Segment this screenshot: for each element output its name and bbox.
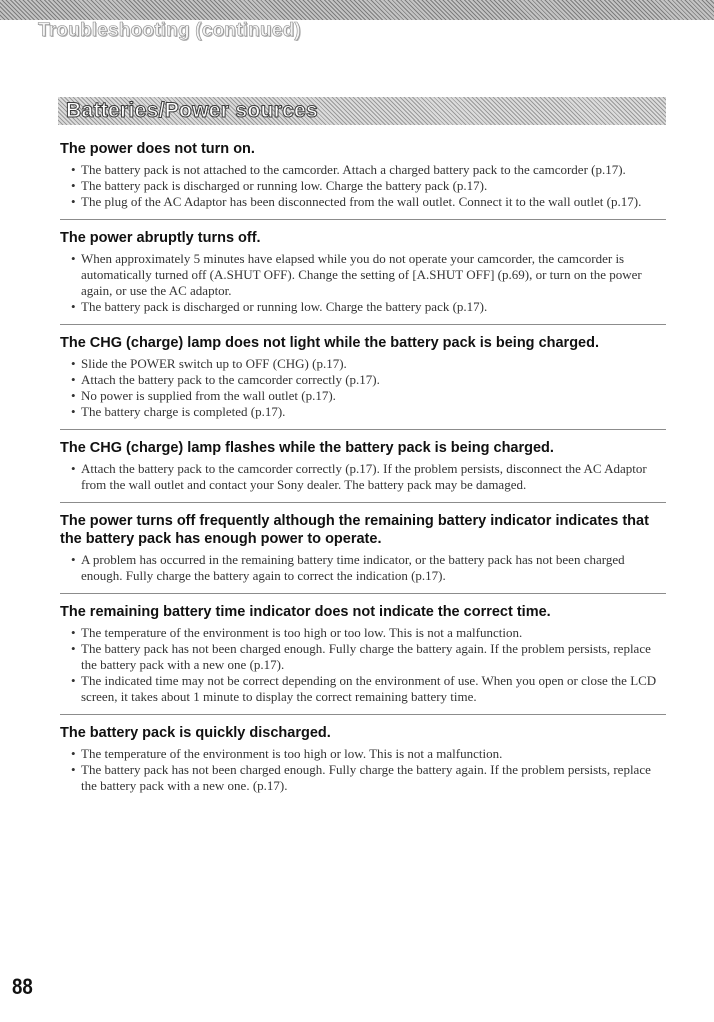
solution-bullet: • The battery pack has not been charged enough. Fully charge the battery again. If the problem persists, replace the battery pack with a new one (p.17). [71, 641, 666, 673]
troubleshooting-item [60, 219, 666, 324]
solution-list [60, 461, 666, 493]
troubleshooting-item [60, 714, 666, 803]
solution-bullet: • No power is supplied from the wall outlet (p.17). [71, 388, 666, 404]
solution-list [60, 746, 666, 794]
troubleshooting-list [60, 140, 666, 803]
solution-bullet: • Slide the POWER switch up to OFF (CHG) (p.17). [71, 356, 666, 372]
solution-bullet: • Attach the battery pack to the camcorder correctly (p.17). [71, 372, 666, 388]
top-decorative-band [0, 0, 714, 20]
section-title: Batteries/Power sources [66, 99, 319, 122]
problem-heading: The CHG (charge) lamp does not light while the battery pack is being charged. [60, 335, 600, 351]
solution-bullet: • The battery pack is discharged or running low. Charge the battery pack (p.17). [71, 178, 666, 194]
solution-bullet: • A problem has occurred in the remaining battery time indicator, or the battery pack has not been charged enough. Fully charge the battery again to correct the indication (p.17). [71, 552, 666, 584]
problem-heading: The power turns off frequently although the remaining battery indicator indicates that the battery pack has enough power to operate. [60, 513, 649, 547]
solution-list [60, 625, 666, 705]
troubleshooting-item [60, 593, 666, 714]
troubleshooting-item [60, 429, 666, 502]
problem-heading: The power abruptly turns off. [60, 230, 261, 246]
troubleshooting-item [60, 324, 666, 429]
solution-list [60, 356, 666, 420]
solution-list [60, 552, 666, 584]
page-header: Troubleshooting (continued) [38, 20, 301, 41]
section-banner [58, 97, 666, 125]
page-number: 88 [12, 974, 33, 999]
solution-bullet: • The battery pack is discharged or running low. Charge the battery pack (p.17). [71, 299, 666, 315]
troubleshooting-item [60, 140, 666, 219]
solution-bullet: • Attach the battery pack to the camcorder correctly (p.17). If the problem persists, disconnect the AC Adaptor from the wall outlet and contact your Sony dealer. The battery pack may be damaged. [71, 461, 666, 493]
problem-heading: The remaining battery time indicator does not indicate the correct time. [60, 604, 551, 620]
problem-heading: The power does not turn on. [60, 141, 255, 157]
solution-bullet: • The temperature of the environment is too high or low. This is not a malfunction. [71, 746, 666, 762]
solution-bullet: • The indicated time may not be correct depending on the environment of use. When you open or close the LCD screen, it takes about 1 minute to display the correct remaining battery time. [71, 673, 666, 705]
solution-list [60, 251, 666, 315]
solution-bullet: • The battery pack has not been charged enough. Fully charge the battery again. If the problem persists, replace the battery pack with a new one. (p.17). [71, 762, 666, 794]
solution-bullet: • When approximately 5 minutes have elapsed while you do not operate your camcorder, the camcorder is automatically turned off (A.SHUT OFF). Change the setting of [A.SHUT OFF] (p.69), or turn on the power again, or use the AC adaptor. [71, 251, 666, 299]
solution-list [60, 162, 666, 210]
solution-bullet: • The plug of the AC Adaptor has been disconnected from the wall outlet. Connect it to the wall outlet (p.17). [71, 194, 666, 210]
problem-heading: The battery pack is quickly discharged. [60, 725, 331, 741]
solution-bullet: • The temperature of the environment is too high or too low. This is not a malfunction. [71, 625, 666, 641]
solution-bullet: • The battery pack is not attached to the camcorder. Attach a charged battery pack to the camcorder (p.17). [71, 162, 666, 178]
troubleshooting-item [60, 502, 666, 593]
problem-heading: The CHG (charge) lamp flashes while the battery pack is being charged. [60, 440, 554, 456]
solution-bullet: • The battery charge is completed (p.17). [71, 404, 666, 420]
